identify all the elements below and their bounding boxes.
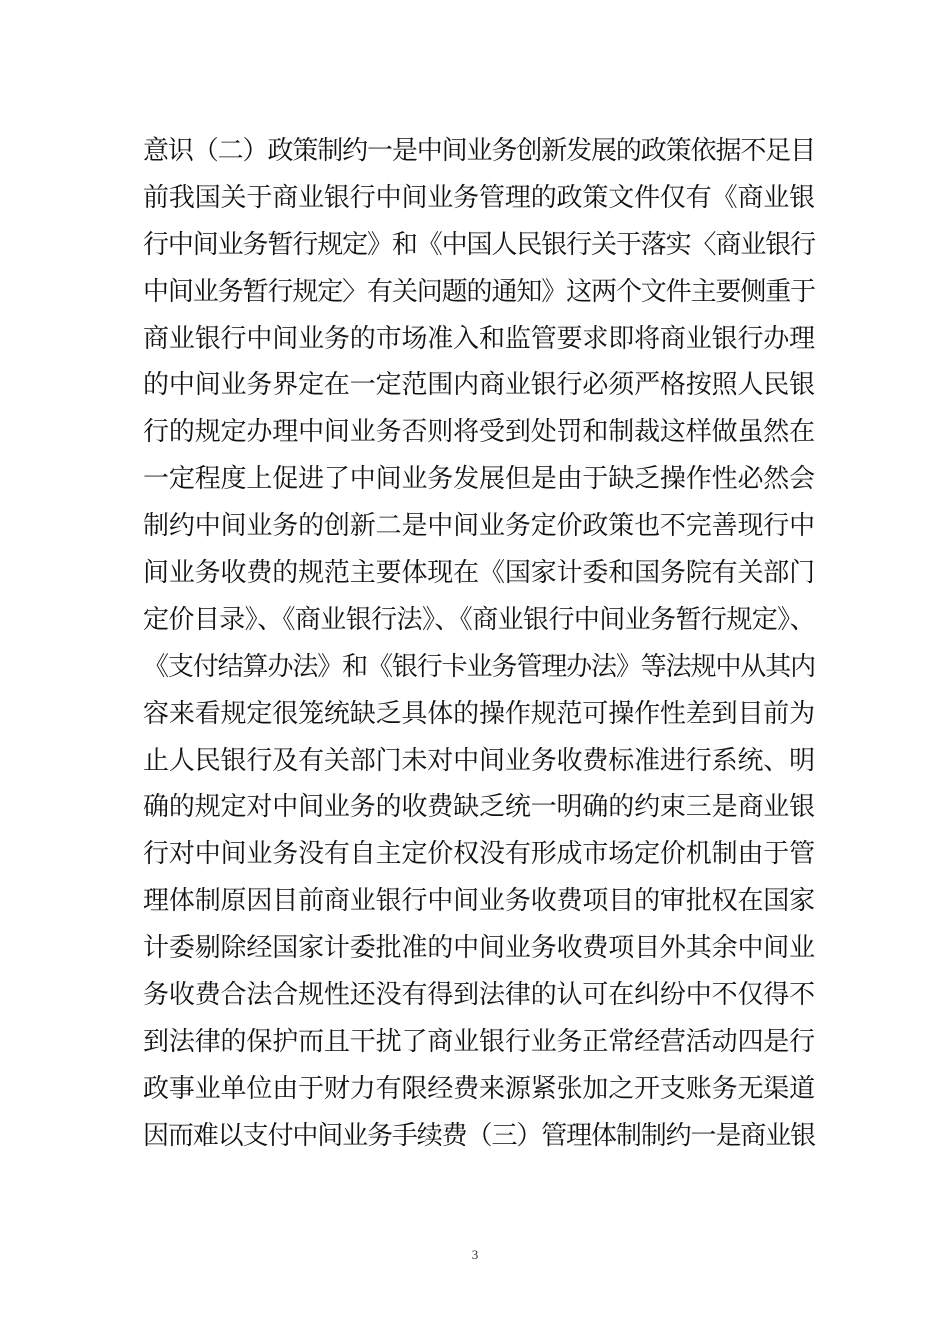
text-line: 行中间业务暂行规定》和《中国人民银行关于落实〈商业银行 (143, 229, 816, 260)
text-line: 定价目录》、《商业银行法》、《商业银行中间业务暂行规定》、 (143, 604, 816, 635)
text-line: 间业务收费的规范主要体现在《国家计委和国务院有关部门 (143, 558, 816, 589)
text-line: 制约中间业务的创新二是中间业务定价政策也不完善现行中 (143, 511, 816, 542)
text-line: 计委剔除经国家计委批准的中间业务收费项目外其余中间业 (143, 933, 816, 964)
page-number: 3 (471, 1247, 479, 1262)
text-line: 前我国关于商业银行中间业务管理的政策文件仅有《商业银 (143, 182, 816, 213)
text-line: 政事业单位由于财力有限经费来源紧张加之开支账务无渠道 (143, 1073, 816, 1104)
text-line: 理体制原因目前商业银行中间业务收费项目的审批权在国家 (143, 886, 816, 917)
text-line: 务收费合法合规性还没有得到法律的认可在纠纷中不仅得不 (143, 980, 816, 1011)
text-line: 行的规定办理中间业务否则将受到处罚和制裁这样做虽然在 (143, 417, 816, 448)
text-line: 到法律的保护而且干扰了商业银行业务正常经营活动四是行 (143, 1026, 816, 1057)
text-line: 的中间业务界定在一定范围内商业银行必须严格按照人民银 (143, 370, 816, 401)
text-line: 行对中间业务没有自主定价权没有形成市场定价机制由于管 (143, 839, 816, 870)
text-line: 中间业务暂行规定〉有关问题的通知》这两个文件主要侧重于 (143, 276, 816, 307)
text-line: 商业银行中间业务的市场准入和监管要求即将商业银行办理 (143, 323, 816, 354)
text-line: 一定程度上促进了中间业务发展但是由于缺乏操作性必然会 (143, 464, 816, 495)
text-line: 止人民银行及有关部门未对中间业务收费标准进行系统、明 (143, 745, 816, 776)
text-line: 容来看规定很笼统缺乏具体的操作规范可操作性差到目前为 (143, 698, 816, 729)
body-text (143, 128, 815, 1160)
text-line: 确的规定对中间业务的收费缺乏统一明确的约束三是商业银 (143, 792, 816, 823)
text-line: 《支付结算办法》和《银行卡业务管理办法》等法规中从其内 (143, 651, 816, 682)
text-line: 因而难以支付中间业务手续费（三）管理体制制约一是商业银 (143, 1120, 816, 1151)
text-line: 意识（二）政策制约一是中间业务创新发展的政策依据不足目 (143, 136, 816, 166)
